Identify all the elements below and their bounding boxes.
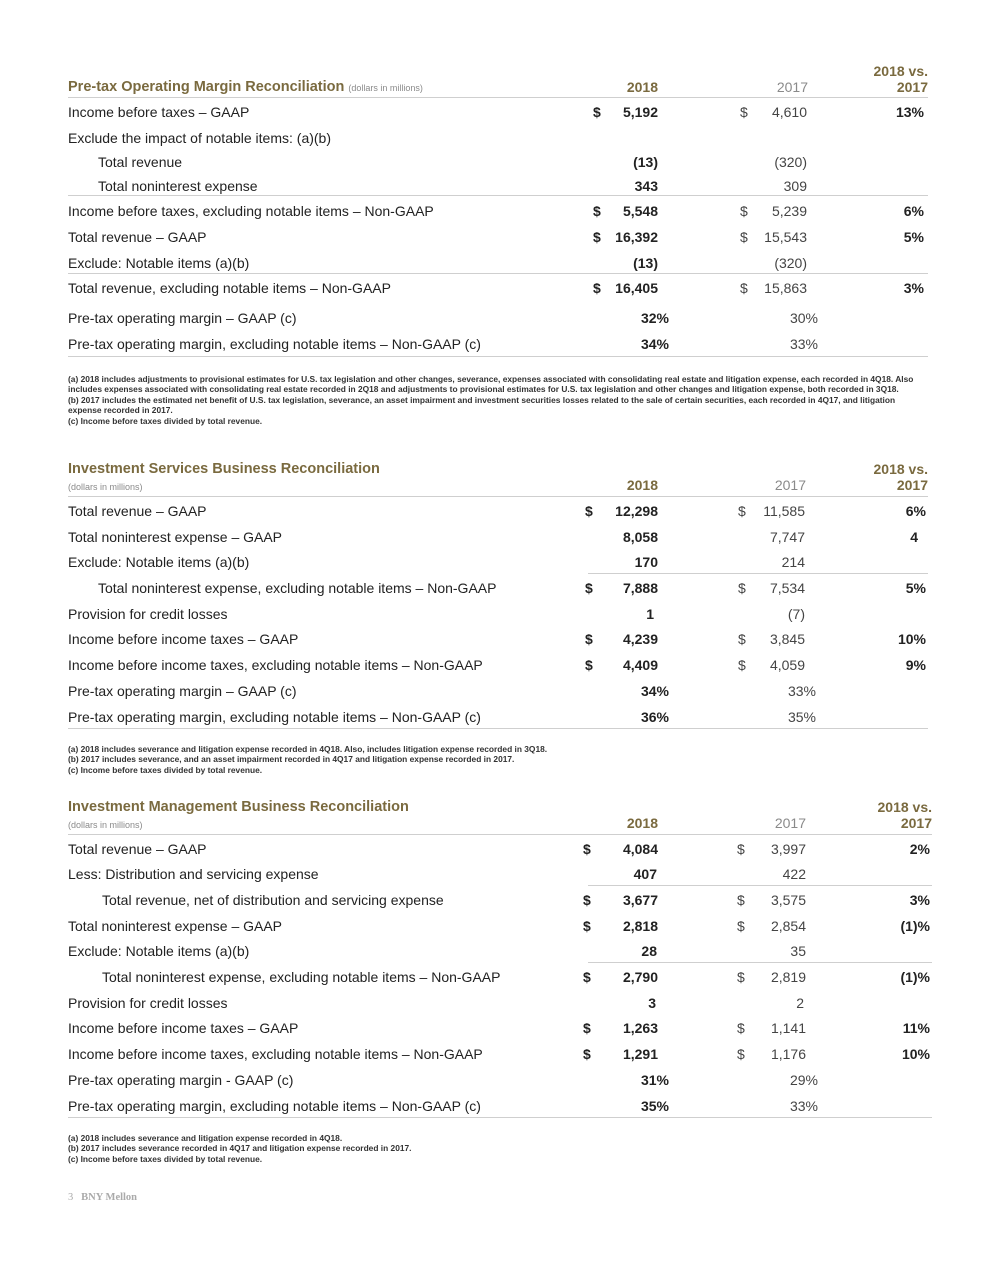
value-2018: (13) xyxy=(633,255,658,271)
value-2017: 1,176 xyxy=(770,1046,806,1062)
value-2017: 33% xyxy=(789,1098,819,1114)
dollar-sign: $ xyxy=(593,104,601,120)
change-value: 11% xyxy=(902,1020,930,1036)
table-row xyxy=(68,226,932,248)
value-2017: (320) xyxy=(774,154,807,170)
column-header-change-line2: 2017 xyxy=(900,815,932,831)
dollar-sign: $ xyxy=(738,657,746,673)
column-header-2018: 2018 xyxy=(626,815,658,831)
header-rule xyxy=(68,834,932,835)
footnotes xyxy=(68,1133,928,1164)
change-value: 9% xyxy=(905,657,926,673)
dollar-sign: $ xyxy=(737,841,745,857)
value-2017: (7) xyxy=(787,606,805,622)
value-2018: 1,291 xyxy=(622,1046,658,1062)
change-value: 3% xyxy=(909,892,930,908)
dollar-sign: $ xyxy=(585,657,593,673)
change-value: 5% xyxy=(903,229,924,245)
footnote: (c) Income before taxes divided by total revenue. xyxy=(68,1153,263,1164)
column-header-2017: 2017 xyxy=(774,815,806,831)
table-row xyxy=(68,1017,932,1039)
value-2017: 11,585 xyxy=(763,503,805,519)
value-2018: 3 xyxy=(648,995,656,1011)
value-2018: 32% xyxy=(640,310,670,326)
change-value: 3% xyxy=(903,280,924,296)
value-2017: 422 xyxy=(782,866,806,882)
value-2018: 35% xyxy=(640,1098,670,1114)
section-title xyxy=(68,79,423,95)
dollar-sign: $ xyxy=(583,892,591,908)
value-2017: 30% xyxy=(789,310,819,326)
value-2017: 3,845 xyxy=(769,631,805,647)
table-row xyxy=(68,551,932,573)
footnote: (c) Income before taxes divided by total revenue. xyxy=(68,415,263,426)
dollar-sign: $ xyxy=(593,229,601,245)
value-2017: 3,575 xyxy=(770,892,806,908)
header-rule xyxy=(68,496,928,497)
value-2018: 5,548 xyxy=(622,203,658,219)
value-2017: 29% xyxy=(789,1072,819,1088)
value-2017: 15,543 xyxy=(764,229,807,245)
dollar-sign: $ xyxy=(585,631,593,647)
dollar-sign: $ xyxy=(737,1046,745,1062)
row-label: Income before taxes – GAAP xyxy=(68,104,250,120)
footnotes xyxy=(68,374,928,426)
table-row xyxy=(68,889,932,911)
column-header-2018: 2018 xyxy=(626,477,658,493)
column-header-change-line1: 2018 vs. xyxy=(873,63,928,79)
table-bottom-rule xyxy=(68,728,928,729)
table-bottom-rule xyxy=(68,356,928,357)
table-row xyxy=(68,500,932,522)
unit-label: (dollars in millions) xyxy=(348,83,423,93)
value-2017: (320) xyxy=(774,255,807,271)
value-2017: 1,141 xyxy=(770,1020,806,1036)
value-2017: 7,747 xyxy=(769,529,805,545)
change-value: (1)% xyxy=(900,918,930,934)
table-row xyxy=(68,526,932,548)
value-2017: 35 xyxy=(790,943,806,959)
column-header-2017: 2017 xyxy=(776,79,808,95)
table-row xyxy=(68,628,932,650)
row-label: Total revenue, net of distribution and servicing expense xyxy=(102,892,444,908)
row-label: Provision for credit losses xyxy=(68,606,228,622)
table-row xyxy=(68,838,932,860)
change-value: 4 xyxy=(910,529,918,545)
value-2018: 2,818 xyxy=(622,918,658,934)
change-value: 6% xyxy=(905,503,926,519)
dollar-sign: $ xyxy=(737,892,745,908)
value-2018: 16,405 xyxy=(615,280,658,296)
table-row xyxy=(68,966,932,988)
value-2017: 35% xyxy=(787,709,817,725)
change-value: 10% xyxy=(897,631,926,647)
value-2017: 33% xyxy=(787,683,817,699)
footnote: (a) 2018 includes severance and litigation expense recorded in 4Q18. Also, includes litigation expense recorded in 3Q18. xyxy=(68,744,548,754)
dollar-sign: $ xyxy=(593,203,601,219)
table-row xyxy=(68,940,932,962)
dollar-sign: $ xyxy=(737,918,745,934)
row-label: Total noninterest expense, excluding notable items – Non-GAAP xyxy=(98,580,497,596)
footnote: (a) 2018 includes adjustments to provisional estimates for U.S. tax legislation and other changes, severance, expenses associated with consolidating real estate and litigation expense, each recorded in 4Q18. Also includes expenses associated with consolidating real estate recorded in 2Q18 and adjustments to provisional estimates for U.S. tax legislation and other changes and litigation expense, both recorded in 3Q18. xyxy=(68,374,914,395)
value-2018: 36% xyxy=(640,709,670,725)
table-row xyxy=(68,200,932,222)
value-2017: 309 xyxy=(783,178,807,194)
value-2018: 34% xyxy=(640,683,670,699)
row-label: Pre-tax operating margin – GAAP (c) xyxy=(68,683,297,699)
value-2017: 214 xyxy=(781,554,805,570)
dollar-sign: $ xyxy=(740,203,748,219)
table-row xyxy=(68,603,932,625)
value-2018: 4,409 xyxy=(622,657,658,673)
row-label: Exclude the impact of notable items: (a)(b) xyxy=(68,130,332,146)
dollar-sign: $ xyxy=(583,841,591,857)
table-row xyxy=(68,577,932,599)
table-row xyxy=(68,992,932,1014)
row-label: Provision for credit losses xyxy=(68,995,228,1011)
table-bottom-rule xyxy=(68,1117,932,1118)
table-row xyxy=(68,151,932,173)
table-row xyxy=(68,1095,932,1117)
value-2018: 28 xyxy=(641,943,657,959)
header-rule xyxy=(68,97,928,98)
dollar-sign: $ xyxy=(737,969,745,985)
section-title: Investment Management Business Reconciliation xyxy=(68,799,409,815)
row-rule xyxy=(588,573,928,574)
table-row xyxy=(68,706,932,728)
footnote: (a) 2018 includes severance and litigation expense recorded in 4Q18. xyxy=(68,1133,343,1143)
dollar-sign: $ xyxy=(737,1020,745,1036)
row-label: Pre-tax operating margin, excluding notable items – Non-GAAP (c) xyxy=(68,1098,481,1114)
footnotes xyxy=(68,744,928,775)
value-2017: 15,863 xyxy=(764,280,807,296)
unit-label: (dollars in millions) xyxy=(68,482,143,492)
column-header-2017: 2017 xyxy=(774,477,806,493)
value-2017: 4,059 xyxy=(769,657,805,673)
row-rule xyxy=(68,195,928,196)
row-label: Total revenue – GAAP xyxy=(68,841,207,857)
dollar-sign: $ xyxy=(740,280,748,296)
table-row xyxy=(68,252,932,274)
change-value: 2% xyxy=(909,841,930,857)
dollar-sign: $ xyxy=(583,918,591,934)
dollar-sign: $ xyxy=(738,631,746,647)
table-row xyxy=(68,307,932,329)
column-header-change-line2: 2017 xyxy=(896,79,928,95)
change-value: 10% xyxy=(901,1046,930,1062)
row-label: Exclude: Notable items (a)(b) xyxy=(68,255,250,271)
table-row xyxy=(68,680,932,702)
row-label: Income before income taxes – GAAP xyxy=(68,631,299,647)
value-2018: 343 xyxy=(634,178,658,194)
table-row xyxy=(68,1069,932,1091)
dollar-sign: $ xyxy=(585,503,593,519)
row-label: Income before income taxes – GAAP xyxy=(68,1020,299,1036)
change-value: 6% xyxy=(903,203,924,219)
page-footer xyxy=(68,1192,137,1203)
value-2018: (13) xyxy=(633,154,658,170)
footnote: (b) 2017 includes severance recorded in 4Q17 and litigation expense recorded in 2017. xyxy=(68,1143,412,1154)
dollar-sign: $ xyxy=(583,1046,591,1062)
change-value: (1)% xyxy=(900,969,930,985)
row-label: Total revenue – GAAP xyxy=(68,503,207,519)
value-2018: 1 xyxy=(646,606,654,622)
footnote: (b) 2017 includes severance, and an asset impairment recorded in 4Q17 and litigation expense recorded in 2017. xyxy=(68,754,515,765)
column-header-change-line1: 2018 vs. xyxy=(877,799,932,815)
table-row xyxy=(68,915,932,937)
dollar-sign: $ xyxy=(738,580,746,596)
table-row xyxy=(68,1043,932,1065)
row-label: Exclude: Notable items (a)(b) xyxy=(68,943,250,959)
column-header-change-line1: 2018 vs. xyxy=(873,461,928,477)
dollar-sign: $ xyxy=(738,503,746,519)
value-2018: 4,084 xyxy=(622,841,658,857)
row-label: Total revenue, excluding notable items – Non-GAAP xyxy=(68,280,391,296)
row-rule xyxy=(588,962,932,963)
row-label: Exclude: Notable items (a)(b) xyxy=(68,554,250,570)
unit-label: (dollars in millions) xyxy=(68,820,143,830)
row-rule xyxy=(68,273,928,274)
column-header-2018: 2018 xyxy=(626,79,658,95)
row-label: Total noninterest expense, excluding notable items – Non-GAAP xyxy=(102,969,501,985)
value-2017: 2 xyxy=(796,995,804,1011)
dollar-sign: $ xyxy=(740,104,748,120)
row-label: Income before income taxes, excluding notable items – Non-GAAP xyxy=(68,1046,483,1062)
row-label: Pre-tax operating margin – GAAP (c) xyxy=(68,310,297,326)
table-row xyxy=(68,863,932,885)
row-label: Pre-tax operating margin, excluding notable items – Non-GAAP (c) xyxy=(68,336,481,352)
change-value: 5% xyxy=(905,580,926,596)
value-2018: 170 xyxy=(634,554,658,570)
table-row xyxy=(68,175,932,197)
column-header-change-line2: 2017 xyxy=(896,477,928,493)
value-2018: 2,790 xyxy=(622,969,658,985)
value-2017: 2,854 xyxy=(770,918,806,934)
row-label: Total noninterest expense – GAAP xyxy=(68,918,283,934)
change-value: 13% xyxy=(895,104,924,120)
row-label: Total noninterest expense xyxy=(98,178,258,194)
value-2018: 3,677 xyxy=(622,892,658,908)
row-label: Less: Distribution and servicing expense xyxy=(68,866,319,882)
row-label: Total noninterest expense – GAAP xyxy=(68,529,283,545)
value-2018: 1,263 xyxy=(622,1020,658,1036)
section-title-text: Pre-tax Operating Margin Reconciliation xyxy=(68,79,345,95)
value-2017: 7,534 xyxy=(769,580,805,596)
row-label: Pre-tax operating margin - GAAP (c) xyxy=(68,1072,294,1088)
row-label: Total revenue – GAAP xyxy=(68,229,207,245)
dollar-sign: $ xyxy=(585,580,593,596)
value-2018: 8,058 xyxy=(622,529,658,545)
dollar-sign: $ xyxy=(740,229,748,245)
footnote: (c) Income before taxes divided by total revenue. xyxy=(68,764,263,775)
value-2018: 4,239 xyxy=(622,631,658,647)
table-row xyxy=(68,333,932,355)
dollar-sign: $ xyxy=(583,969,591,985)
table-row xyxy=(68,277,932,299)
row-label: Pre-tax operating margin, excluding notable items – Non-GAAP (c) xyxy=(68,709,481,725)
value-2017: 33% xyxy=(789,336,819,352)
value-2017: 2,819 xyxy=(770,969,806,985)
table-row xyxy=(68,654,932,676)
value-2018: 7,888 xyxy=(622,580,658,596)
table-row xyxy=(68,127,932,149)
value-2018: 5,192 xyxy=(622,104,658,120)
value-2018: 31% xyxy=(640,1072,670,1088)
row-label: Income before taxes, excluding notable items – Non-GAAP xyxy=(68,203,434,219)
value-2017: 4,610 xyxy=(771,104,807,120)
row-label: Total revenue xyxy=(98,154,183,170)
dollar-sign: $ xyxy=(583,1020,591,1036)
value-2018: 16,392 xyxy=(615,229,658,245)
dollar-sign: $ xyxy=(593,280,601,296)
value-2018: 12,298 xyxy=(615,503,658,519)
row-rule xyxy=(588,885,932,886)
value-2017: 3,997 xyxy=(770,841,806,857)
page-number: 3 xyxy=(68,1192,74,1203)
value-2018: 407 xyxy=(633,866,657,882)
row-label: Income before income taxes, excluding notable items – Non-GAAP xyxy=(68,657,483,673)
table-row xyxy=(68,101,932,123)
brand-name: BNY Mellon xyxy=(81,1192,138,1203)
footnote: (b) 2017 includes the estimated net benefit of U.S. tax legislation, severance, an asset impairment and investment securities losses related to the sale of certain securities, each recorded in 4Q17, and litigation expense recorded in 2017. xyxy=(68,394,896,416)
value-2017: 5,239 xyxy=(771,203,807,219)
section-title: Investment Services Business Reconciliation xyxy=(68,461,380,477)
value-2018: 34% xyxy=(640,336,670,352)
